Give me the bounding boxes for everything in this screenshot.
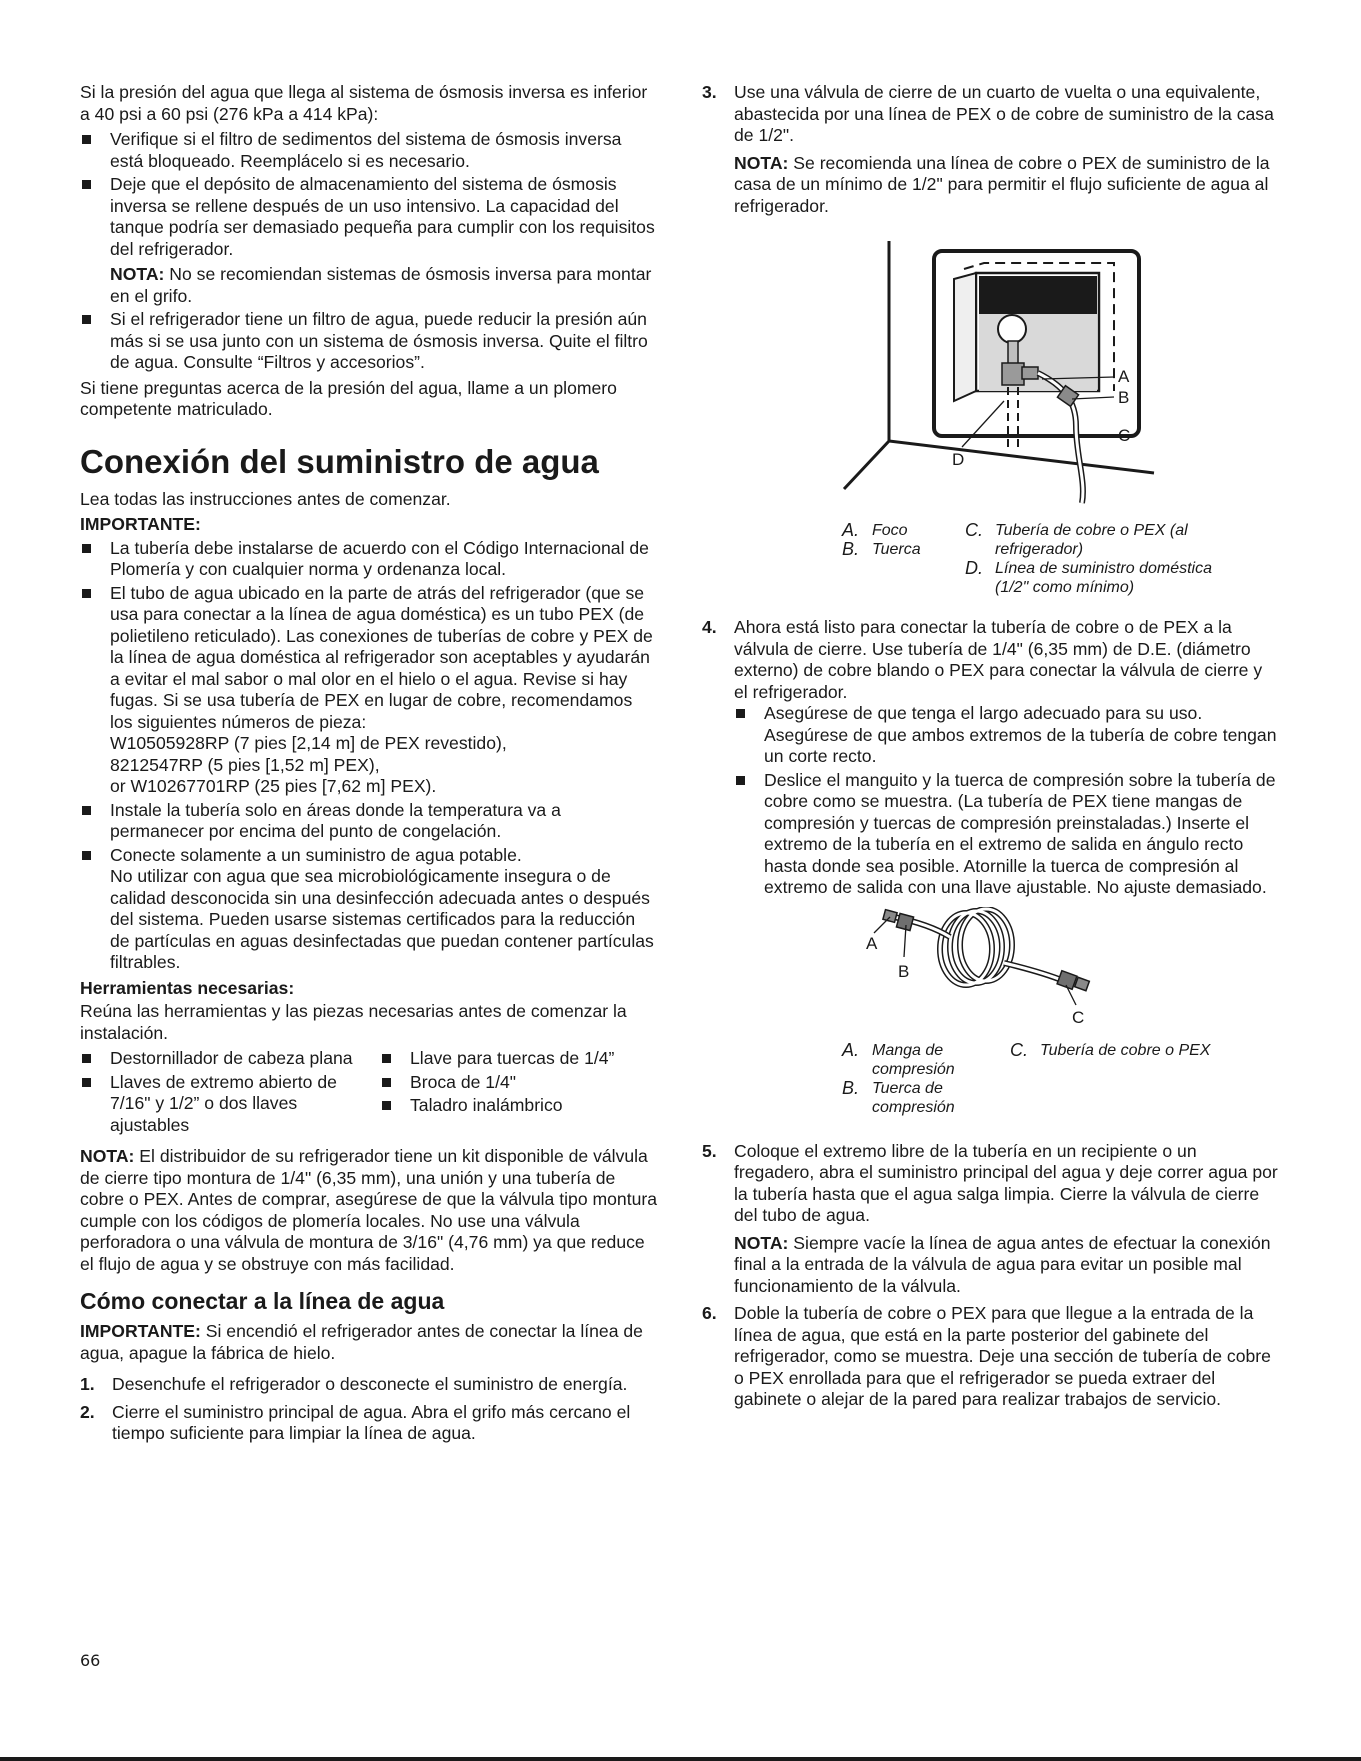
important-icemaker <box>80 1321 658 1364</box>
legend-item <box>1010 1041 1210 1060</box>
legend-letter: D. <box>965 558 983 578</box>
step-number: 2. <box>80 1401 95 1422</box>
step-item <box>702 617 1280 1117</box>
list-item <box>80 583 658 798</box>
legend-letter: A. <box>842 1039 860 1060</box>
note-label: NOTA: <box>80 1146 135 1166</box>
step-note <box>734 1233 1280 1298</box>
step-text: Cierre el suministro principal de agua. Abra el grifo más cercano el tiempo suficiente para limpiar la línea de agua. <box>112 1401 631 1443</box>
step-text: Desenchufe el refrigerador o desconecte el suministro de energía. <box>112 1374 628 1394</box>
list-item: La tubería debe instalarse de acuerdo con el Código Internacional de Plomería y con cualquier norma y ordenanza local. <box>80 538 658 581</box>
legend-text: Manga de compresión <box>872 1041 955 1078</box>
step-number: 1. <box>80 1374 95 1394</box>
step-4-bullets <box>734 703 1280 899</box>
left-column <box>80 82 658 1451</box>
label-d: D <box>952 450 965 469</box>
note-text: El distribuidor de su refrigerador tiene un kit disponible de válvula de cierre tipo montura de 1/4" (6,35 mm), una unión y una tubería de cobre o PEX. Antes de comprar, asegúrese de que la válvula tipo montura cumple con los códigos de plomería locales. No use una válvula perforadora o una válvula de montura de 3/16" (4,76 mm) ya que reduce el flujo de agua y se obstruye con más facilidad. <box>80 1146 658 1274</box>
list-item: Llave para tuercas de 1/4” <box>380 1048 658 1070</box>
step-number: 5. <box>702 1140 717 1161</box>
steps-list-left <box>80 1374 658 1445</box>
legend-col <box>842 1041 1010 1117</box>
read-all-text: Lea todas las instrucciones antes de comenzar. <box>80 488 451 509</box>
subsection-title: Cómo conectar a la línea de agua <box>80 1288 445 1314</box>
legend-text: Tubería de cobre o PEX (al refrigerador) <box>995 522 1188 558</box>
step-item <box>80 1374 658 1396</box>
part-number: W10505928RP (7 pies [2,14 m] de PEX revestido), <box>110 733 507 753</box>
legend-item <box>965 559 1215 597</box>
legend-text: Tuerca <box>872 541 921 558</box>
pressure-intro: Si la presión del agua que llega al sistema de ósmosis inversa es inferior a 40 psi a 60 psi (276 kPa a 414 kPa): <box>80 82 648 124</box>
legend-letter: B. <box>842 1077 860 1098</box>
legend-letter: C. <box>965 520 983 540</box>
label-b: B <box>898 961 910 981</box>
pressure-bullet-list <box>80 129 658 260</box>
label-c: C <box>1118 426 1131 445</box>
tools-title: Herramientas necesarias: <box>80 977 295 998</box>
important-label: IMPORTANTE: <box>80 1321 201 1341</box>
list-item: Verifique si el filtro de sedimentos del sistema de ósmosis inversa está bloqueado. Reemplácelo si es necesario. <box>80 129 658 172</box>
note-kit <box>80 1146 658 1275</box>
note-label: NOTA: <box>734 152 789 173</box>
step-text: Doble la tubería de cobre o PEX para que llegue a la entrada de la línea de agua, que está en la parte posterior del gabinete del refrigerador, como se muestra. Deje una sección de tubería de cobre o PEX enrollada para que el refrigerador se pueda extraer del gabinete o alejar de la pared para realizar trabajos de servicio. <box>734 1303 1271 1409</box>
step-item <box>702 1141 1280 1298</box>
legend-item <box>842 540 965 559</box>
legend-text: Tuerca de compresión <box>872 1079 955 1116</box>
legend-letter: A. <box>842 520 860 540</box>
legend-letter: C. <box>1010 1039 1028 1060</box>
right-column <box>702 82 1280 1417</box>
step-text: Ahora está listo para conectar la tubería de cobre o de PEX a la válvula de cierre. Use tubería de 1/4" (6,35 mm) de D.E. (diámetro externo) de cobre blando o PEX para conectar la válvula de cierre y el refrigerador. <box>734 617 1263 702</box>
step-number: 3. <box>702 82 717 102</box>
questions-text: Si tiene preguntas acerca de la presión del agua, llame a un plomero competente matriculado. <box>80 377 617 419</box>
step-text: Use una válvula de cierre de un cuarto de vuelta o una equivalente, abastecida por una línea de PEX o de cobre de suministro de la casa de 1/2". <box>734 82 1274 145</box>
note-label: NOTA: <box>110 264 165 284</box>
step-item <box>702 82 1280 597</box>
important-label: IMPORTANTE: <box>80 514 201 534</box>
section-title: Conexión del suministro de agua <box>80 442 599 480</box>
legend-col <box>1010 1041 1210 1117</box>
tools-col-2 <box>380 1048 658 1138</box>
legend-item <box>842 1079 1010 1117</box>
legend-letter: B. <box>842 539 860 559</box>
legend-text: Línea de suministro doméstica (1/2" como mínimo) <box>995 560 1212 596</box>
label-a: A <box>866 933 878 953</box>
pex-text: El tubo de agua ubicado en la parte de atrás del refrigerador (que se usa para conectar a la línea de agua doméstica) es un tubo PEX (de polietileno reticulado). Las conexiones de tuberías de cobre y PEX de la línea de agua doméstica al refrigerador son aceptables y ayudarán a evitar el mal sabor o mal olor en el hielo o el agua. Revise si hay fugas. Si se usa tubería de PEX en lugar de cobre, recomendamos los siguientes números de pieza: <box>110 582 653 732</box>
label-a: A <box>1118 367 1130 386</box>
compression-fitting-illustration <box>734 907 1280 1033</box>
bottom-divider <box>0 1757 1361 1761</box>
tools-list <box>80 1048 658 1142</box>
part-number: 8212547RP (5 pies [1,52 m] PEX), <box>110 754 380 775</box>
shutoff-valve-illustration <box>734 241 1280 507</box>
important-list <box>80 538 658 974</box>
pressure-bullet-list-2 <box>80 309 658 374</box>
legend-item <box>842 521 965 540</box>
step-number: 6. <box>702 1303 717 1323</box>
legend-item <box>842 1041 1010 1079</box>
step-item <box>702 1303 1280 1411</box>
note-faucet <box>80 264 658 307</box>
figure-1-legend <box>842 521 1280 597</box>
note-text: No se recomiendan sistemas de ósmosis inversa para montar en el grifo. <box>110 264 652 306</box>
list-item: Taladro inalámbrico <box>380 1095 658 1117</box>
list-item: Asegúrese de que tenga el largo adecuado para su uso. Asegúrese de que ambos extremos de la tubería de cobre tengan un corte recto. <box>734 703 1280 768</box>
potable-extra: No utilizar con agua que sea microbiológicamente insegura o de calidad desconocida sin una desinfección adecuada antes o después del sistema. Pueden usarse sistemas certificados para la reducción de partículas en aguas desinfectadas que puedan contener partículas filtrables. <box>110 866 654 972</box>
legend-col <box>965 521 1215 597</box>
list-item: Instale la tubería solo en áreas donde la temperatura va a permanecer por encima del punto de congelación. <box>80 800 658 843</box>
tools-col-1 <box>80 1048 380 1138</box>
page-number: 66 <box>80 1651 101 1670</box>
tools-intro: Reúna las herramientas y las piezas necesarias antes de comenzar la instalación. <box>80 1001 627 1043</box>
note-label: NOTA: <box>734 1232 789 1253</box>
label-c: C <box>1072 1007 1085 1027</box>
step-text: Coloque el extremo libre de la tubería en un recipiente o un fregadero, abra el suministro principal del agua y deje correr agua por la tubería hasta que el agua salga limpia. Cierre la válvula de cierre del tubo de agua. <box>734 1140 1278 1225</box>
list-item: Deje que el depósito de almacenamiento del sistema de ósmosis inversa se rellene después de un uso intensivo. La capacidad del tanque podría ser demasiado pequeña para cumplir con los requisitos del refrigerador. <box>80 174 658 260</box>
figure-2-legend <box>842 1041 1280 1117</box>
step-number: 4. <box>702 617 717 637</box>
note-text: Se recomienda una línea de cobre o PEX de suministro de la casa de un mínimo de 1/2" para permitir el flujo suficiente de agua al refrigerador. <box>734 152 1270 216</box>
valve-drawing <box>814 241 1234 507</box>
important-text: Si encendió el refrigerador antes de conectar la línea de agua, apague la fábrica de hielo. <box>80 1321 643 1363</box>
legend-text: Foco <box>872 522 908 539</box>
potable-text: Conecte solamente a un suministro de agua potable. <box>110 844 522 865</box>
legend-text: Tubería de cobre o PEX <box>1040 1041 1211 1059</box>
legend-col <box>842 521 965 597</box>
list-item <box>80 845 658 974</box>
label-b: B <box>1118 388 1130 407</box>
step-note <box>734 153 1280 218</box>
list-item: Si el refrigerador tiene un filtro de agua, puede reducir la presión aún más si se usa junto con un sistema de ósmosis inversa. Quite el filtro de agua. Consulte “Filtros y accesorios”. <box>80 309 658 374</box>
list-item: Deslice el manguito y la tuerca de compresión sobre la tubería de cobre como se muestra. (La tubería de PEX tiene mangas de compresión y tuercas de compresión preinstaladas.) Inserte el extremo de la tubería en el extremo de salida en ángulo recto hasta donde sea posible. Atornille la tuerca de compresión al extremo de salida con una llave ajustable. No ajuste demasiado. <box>734 770 1280 899</box>
fitting-drawing <box>854 907 1154 1033</box>
step-item <box>80 1402 658 1445</box>
legend-item <box>965 521 1215 559</box>
list-item: Broca de 1/4" <box>380 1072 658 1094</box>
part-number: or W10267701RP (25 pies [7,62 m] PEX). <box>110 776 437 796</box>
note-text: Siempre vacíe la línea de agua antes de efectuar la conexión final a la entrada de la válvula de agua para evitar un posible mal funcionamiento de la válvula. <box>734 1232 1271 1296</box>
list-item: Destornillador de cabeza plana <box>80 1048 380 1070</box>
steps-list-right <box>702 82 1280 1411</box>
list-item: Llaves de extremo abierto de 7/16" y 1/2” o dos llaves ajustables <box>80 1072 380 1137</box>
